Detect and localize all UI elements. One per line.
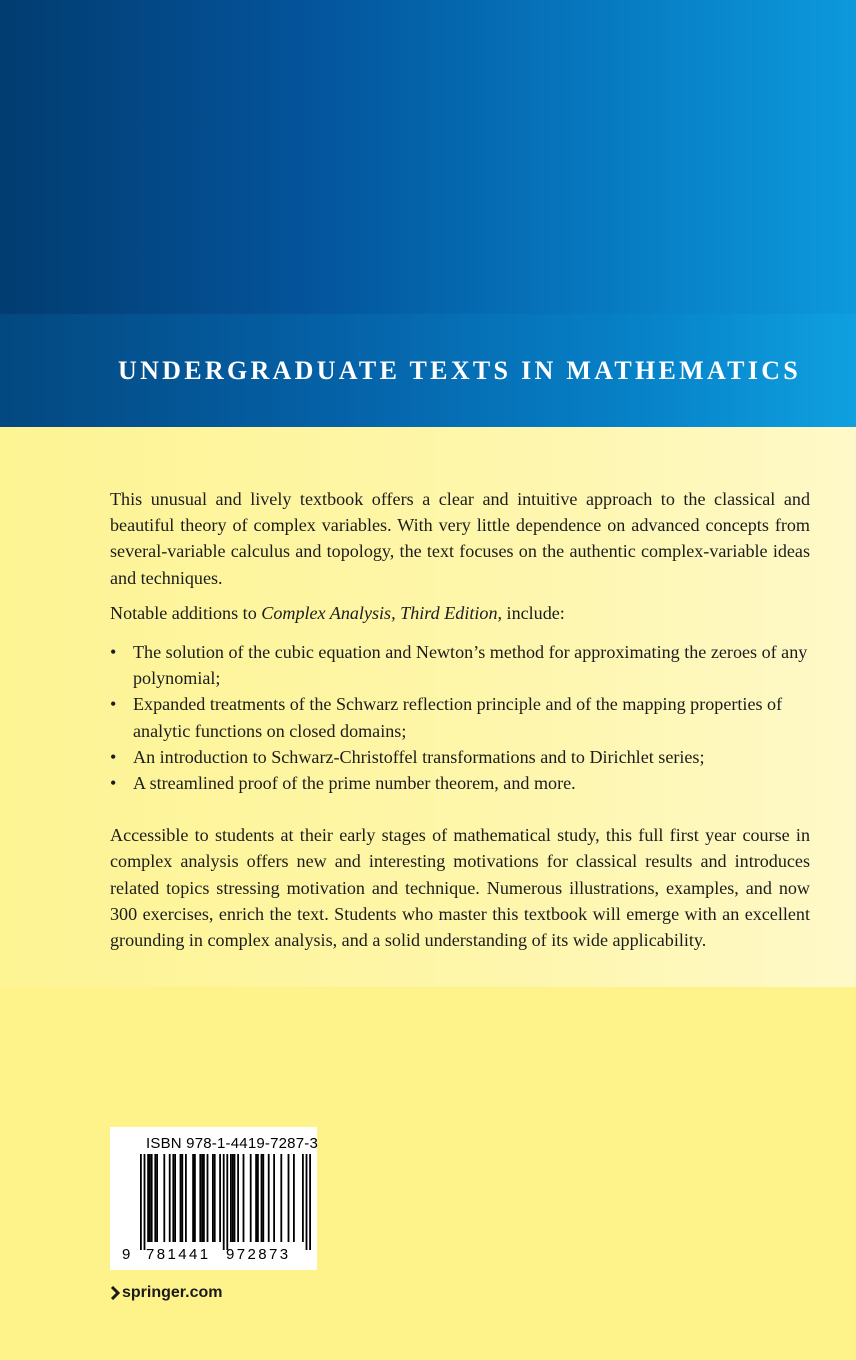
barcode-bar	[243, 1154, 245, 1242]
publisher-url: springer.com	[122, 1284, 223, 1301]
barcode-digit-first: 9	[122, 1246, 131, 1263]
description-paragraph-2: Accessible to students at their early stages of mathematical study, this full first year course in complex analysis offers new and interesting motivations for classical results and introduces related topics stressing motivation and technique. Numerous illustrations, examples, and now 300 exercises, enrich the text. Students who master this textbook will emerge with an excellent grounding in complex analysis, and a solid understanding of its wide applicability.	[110, 825, 810, 951]
bullet-icon: •	[110, 642, 117, 663]
barcode-digits-right: 972873	[226, 1246, 291, 1263]
barcode-bar	[156, 1154, 158, 1242]
book-title-italic: Complex Analysis, Third Edition,	[261, 602, 503, 623]
list-item: • An introduction to Schwarz-Christoffel transformations and to Dirichlet series;	[110, 744, 810, 770]
barcode-bar	[149, 1154, 151, 1242]
barcode-digits-left: 781441	[146, 1246, 211, 1263]
barcode-bar	[212, 1154, 214, 1242]
barcode-bar	[268, 1154, 270, 1242]
barcode-bar	[226, 1154, 228, 1250]
barcode-bar	[237, 1154, 239, 1242]
barcode-bar	[140, 1154, 142, 1250]
barcode-bar	[250, 1154, 252, 1242]
bullet-icon: •	[110, 746, 117, 767]
barcode-bar	[223, 1154, 225, 1250]
additions-list	[110, 639, 810, 796]
barcode-bar	[203, 1154, 205, 1242]
barcode-bar	[151, 1154, 153, 1242]
barcode-bar	[192, 1154, 194, 1242]
barcode-bar	[181, 1154, 183, 1242]
barcode-bar	[147, 1154, 149, 1242]
isbn-barcode	[110, 1127, 317, 1270]
barcode-bar	[214, 1154, 216, 1242]
barcode-bar	[280, 1154, 282, 1242]
list-item: • Expanded treatments of the Schwarz reflection principle and of the mapping properties of analytic functions on closed domains;	[110, 691, 810, 743]
barcode-bar	[172, 1154, 174, 1242]
barcode-bar	[219, 1154, 221, 1242]
cover-top-band	[0, 0, 856, 314]
barcode-bar	[232, 1154, 234, 1242]
barcode-bar	[207, 1154, 209, 1242]
barcode-bar	[163, 1154, 165, 1242]
barcode-bar	[194, 1154, 196, 1242]
barcode-bar	[154, 1154, 156, 1242]
barcode-bar	[169, 1154, 171, 1242]
additions-intro: Notable additions to Complex Analysis, Third Edition, include:	[110, 602, 565, 623]
book-description	[110, 486, 810, 953]
barcode-bar	[261, 1154, 263, 1242]
barcode-bar	[255, 1154, 257, 1242]
publisher-link[interactable]	[110, 1284, 222, 1302]
barcode-bar	[201, 1154, 203, 1242]
list-item: • The solution of the cubic equation and Newton’s method for approximating the zeroes of any polynomial;	[110, 639, 810, 691]
barcode-bar	[174, 1154, 176, 1242]
barcode-bar	[185, 1154, 187, 1242]
list-item: • A streamlined proof of the prime number theorem, and more.	[110, 770, 810, 796]
barcode-bar	[257, 1154, 259, 1242]
barcode-bar	[230, 1154, 232, 1242]
barcode-bar	[273, 1154, 275, 1242]
barcode-bar	[293, 1154, 295, 1242]
series-title: UNDERGRADUATE TEXTS IN MATHEMATICS	[118, 356, 802, 385]
bullet-icon: •	[110, 773, 117, 794]
barcode-bar	[288, 1154, 290, 1242]
barcode-bar	[180, 1154, 182, 1242]
barcode-bar	[234, 1154, 236, 1242]
barcode-bar	[144, 1154, 146, 1250]
barcode-bar	[302, 1154, 304, 1242]
chevron-right-icon	[110, 1286, 120, 1300]
barcode-bar	[199, 1154, 201, 1242]
description-paragraph-1: This unusual and lively textbook offers a clear and intuitive approach to the classical and beautiful theory of complex variables. With very little dependence on advanced concepts from several-variable calculus and topology, the text focuses on the authentic complex-variable ideas and techniques.	[110, 489, 810, 588]
barcode-bar	[309, 1154, 311, 1250]
barcode-bar	[262, 1154, 264, 1242]
bullet-icon: •	[110, 694, 117, 715]
isbn-label: ISBN 978-1-4419-7287-3	[146, 1135, 319, 1152]
barcode-bar	[306, 1154, 308, 1250]
